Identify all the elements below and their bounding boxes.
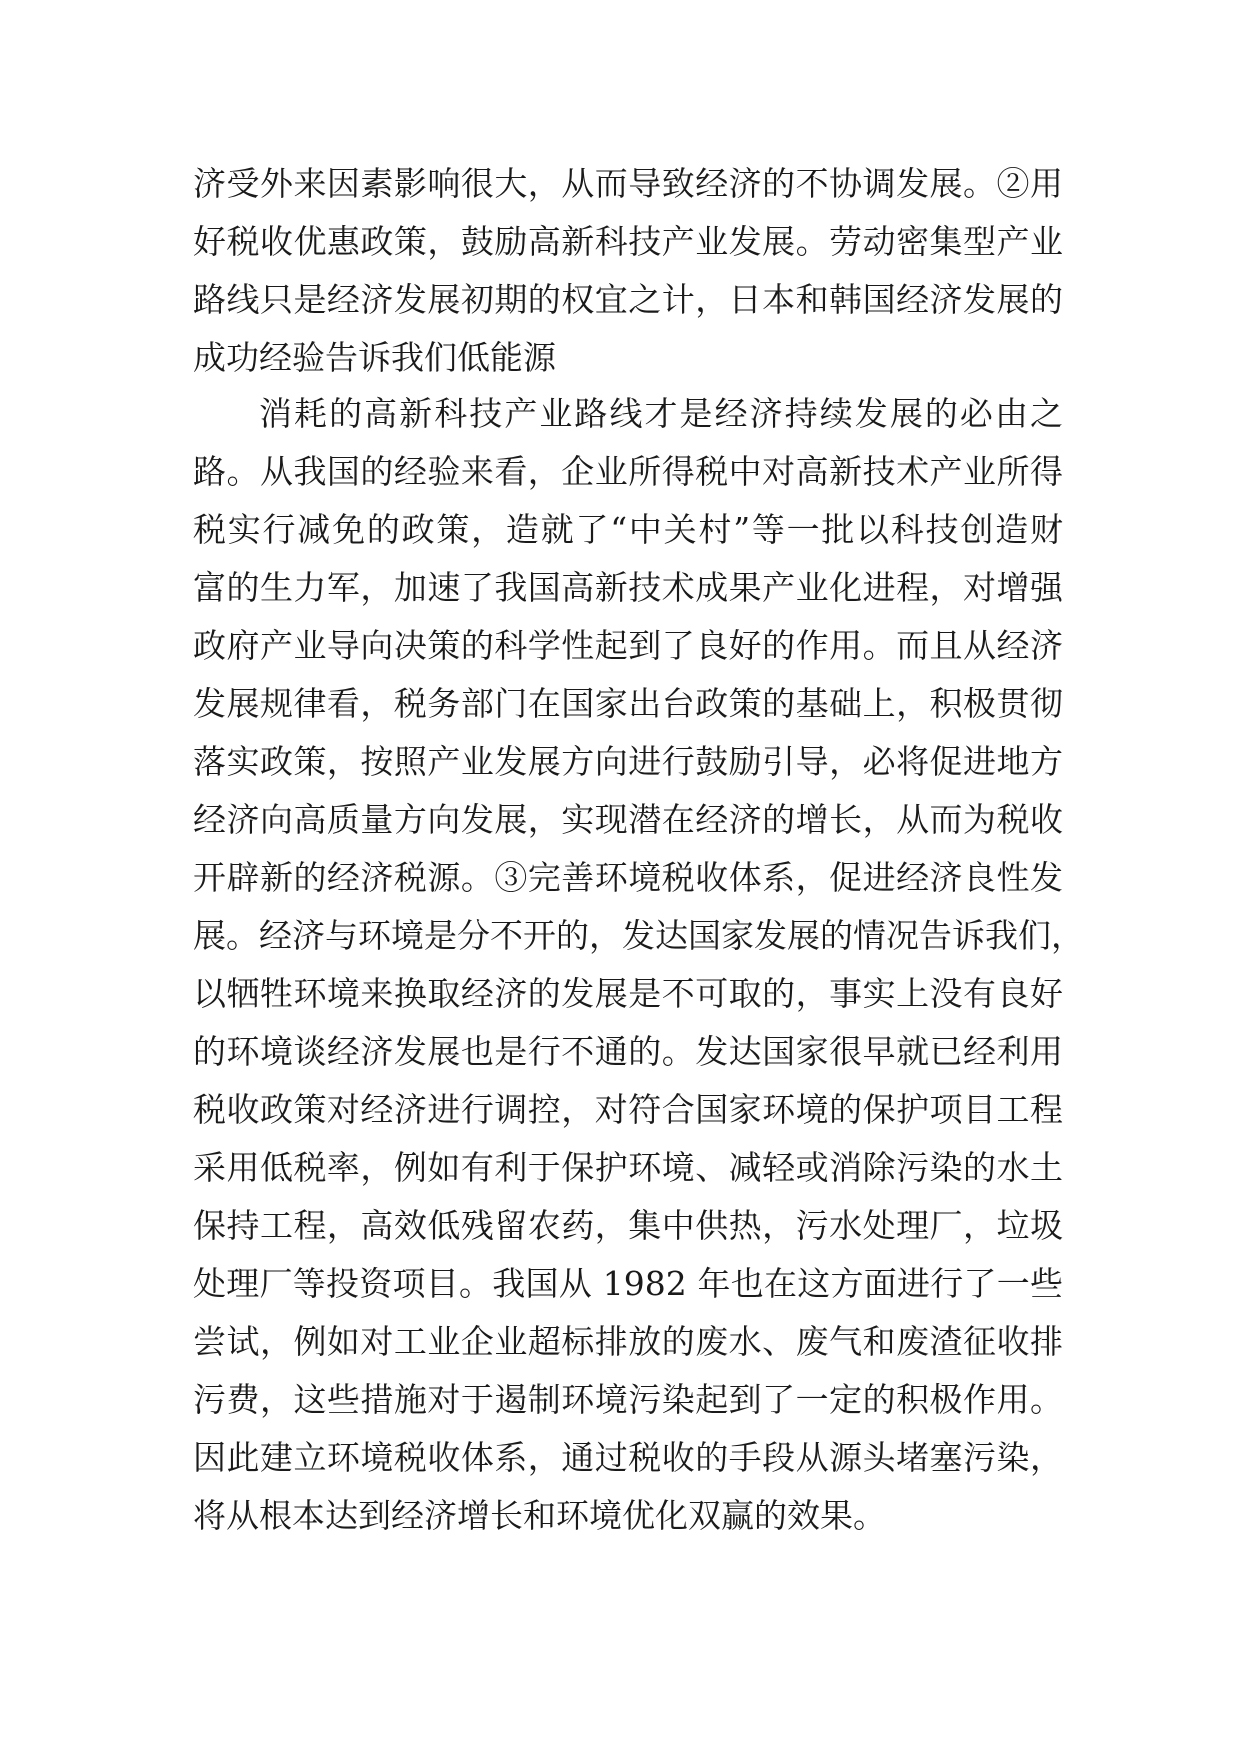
text-line: 保持工程，高效低残留农药，集中供热，污水处理厂，垃圾 <box>193 1206 1063 1245</box>
text-line: 尝试，例如对工业企业超标排放的废水、废气和废渣征收排 <box>193 1322 1063 1361</box>
text-line: 税实行减免的政策，造就了“中关村”等一批以科技创造财 <box>193 510 1063 549</box>
text-line: 因此建立环境税收体系，通过税收的手段从源头堵塞污染， <box>193 1438 1063 1477</box>
text-line: 将从根本达到经济增长和环境优化双赢的效果。 <box>193 1496 886 1535</box>
text-line: 成功经验告诉我们低能源 <box>193 338 556 377</box>
text-line: 的环境谈经济发展也是行不通的。发达国家很早就已经利用 <box>193 1032 1063 1071</box>
text-line: 处理厂等投资项目。我国从 1982 年也在这方面进行了一些 <box>193 1264 1063 1303</box>
text-line: 经济向高质量方向发展，实现潜在经济的增长，从而为税收 <box>193 800 1063 839</box>
text-line: 路。从我国的经验来看，企业所得税中对高新技术产业所得 <box>193 452 1063 491</box>
text-line: 落实政策，按照产业发展方向进行鼓励引导，必将促进地方 <box>193 742 1063 781</box>
text-line: 税收政策对经济进行调控，对符合国家环境的保护项目工程 <box>193 1090 1063 1129</box>
text-line-indented: 消耗的高新科技产业路线才是经济持续发展的必由之 <box>259 394 1063 433</box>
text-line: 发展规律看，税务部门在国家出台政策的基础上，积极贯彻 <box>193 684 1063 723</box>
text-line: 开辟新的经济税源。③完善环境税收体系，促进经济良性发 <box>193 858 1063 897</box>
text-line: 以牺牲环境来换取经济的发展是不可取的，事实上没有良好 <box>193 974 1063 1013</box>
text-line: 好税收优惠政策，鼓励高新科技产业发展。劳动密集型产业 <box>193 222 1063 261</box>
paragraph-continuation <box>193 165 1063 397</box>
text-line: 展。经济与环境是分不开的，发达国家发展的情况告诉我们， <box>193 916 1084 955</box>
text-line: 路线只是经济发展初期的权宜之计，日本和韩国经济发展的 <box>193 280 1063 319</box>
paragraph-main <box>193 394 1084 1555</box>
text-line: 济受外来因素影响很大，从而导致经济的不协调发展。②用 <box>193 164 1063 203</box>
text-line: 富的生力军，加速了我国高新技术成果产业化进程，对增强 <box>193 568 1063 607</box>
text-line: 政府产业导向决策的科学性起到了良好的作用。而且从经济 <box>193 626 1063 665</box>
text-line: 采用低税率，例如有利于保护环境、减轻或消除污染的水土 <box>193 1148 1063 1187</box>
text-line: 污费，这些措施对于遏制环境污染起到了一定的积极作用。 <box>193 1380 1063 1419</box>
